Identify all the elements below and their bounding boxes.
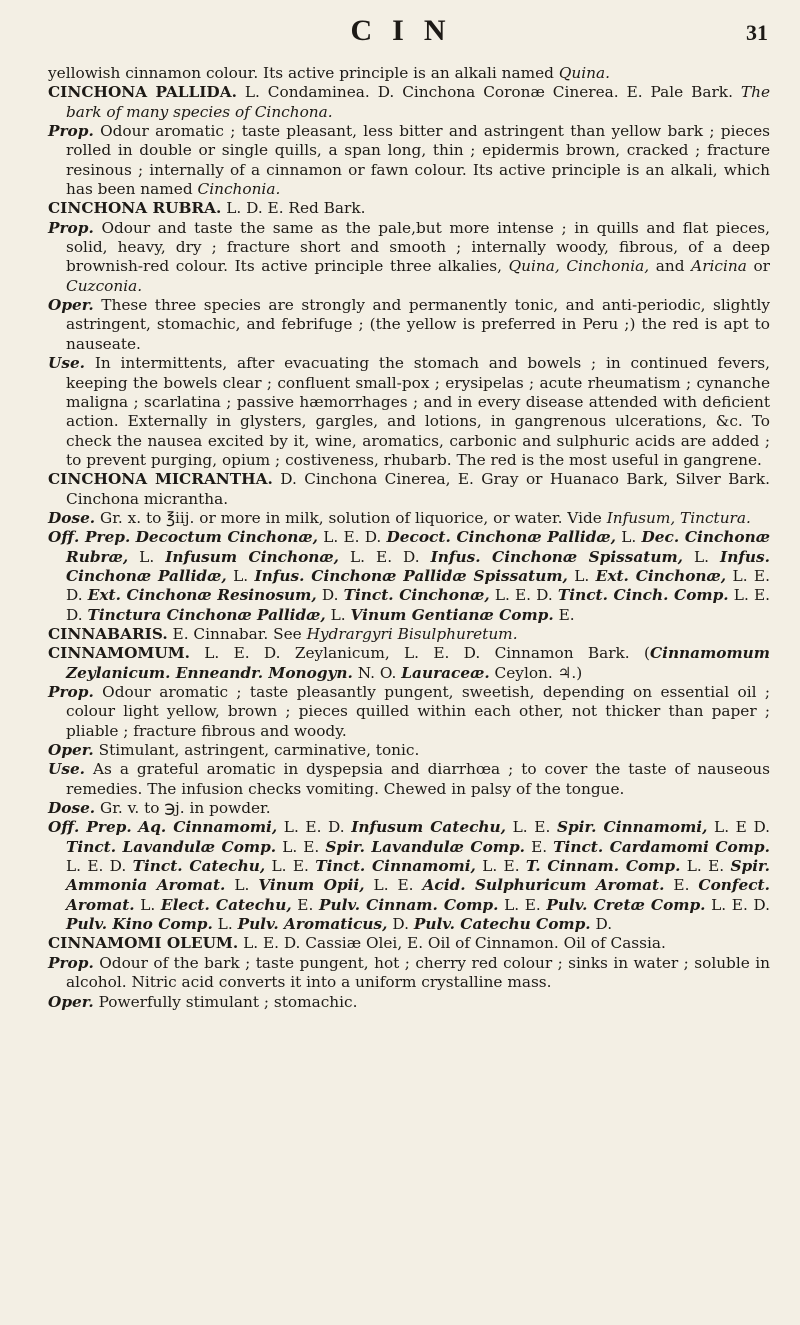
paragraph-use: Use. As a grateful aromatic in dyspepsia and diarrhœa ; to cover the taste of nauseous remedies. The infusion checks vomiting. Chewed in palsy of the tongue.: [48, 760, 770, 798]
entry-cinchona-rubra: CINCHONA RUBRA. L. D. E. Red Bark.: [48, 199, 366, 218]
entry-heading: CINNAMOMUM.: [48, 644, 190, 663]
page-header: [48, 14, 768, 54]
paragraph-prop: Prop. Odour aromatic ; taste pleasant, less bitter and astringent than yellow bark ; pieces rolled in double or single quills, a span long, thin ; epidermis brown, cracked ; fracture resinous ; internally of a cinnamon or fawn colour. Its active principle is an alkali, which has been named Cinchonia.: [48, 122, 770, 199]
paragraph-prop: Prop. Odour aromatic ; taste pleasantly pungent, sweetish, depending on essential oil ; colour light yellow, brown ; pieces quilled within each other, not thicker than paper ; pliable ; fracture fibrous and woody.: [48, 683, 770, 740]
entry-cinchona-pallida: CINCHONA PALLIDA. L. Condaminea. D. Cinchona Coronæ Cinerea. E. Pale Bark. The bark of many species of Cinchona.: [48, 83, 770, 121]
entry-heading: CINCHONA MICRANTHA.: [48, 470, 273, 489]
entry-heading: CINCHONA PALLIDA.: [48, 83, 237, 102]
entry-cinchona-micrantha: CINCHONA MICRANTHA. D. Cinchona Cinerea, E. Gray or Huanaco Bark, Silver Bark. Cinchona micrantha.: [48, 470, 770, 508]
paragraph-quina: yellowish cinnamon colour. Its active principle is an alkali named Quina.: [48, 64, 610, 82]
running-head: CIN: [350, 14, 466, 47]
entry-cinnabaris: CINNABARIS. E. Cinnabar. See Hydrargyri Bisulphuretum.: [48, 624, 518, 643]
entry-heading: CINCHONA RUBRA.: [48, 199, 222, 218]
entry-heading: CINNAMOMI OLEUM.: [48, 934, 239, 953]
page-number: 31: [746, 20, 768, 45]
paragraph-off-prep: Off. Prep. Aq. Cinnamomi, L. E. D. Infusum Catechu, L. E. Spir. Cinnamomi, L. E D. Tinct. Lavandulæ Comp. L. E. Spir. Lavandulæ Comp. E. Tinct. Cardamomi Comp. L. E. D. Tinct. Catechu, L. E. Tinct. Cinnamomi, L. E. T. Cinnam. Comp. L. E. Spir. Ammonia Aromat. L. Vinum Opii, L. E. Acid. Sulphuricum Aromat. E. Confect. Aromat. L. Elect. Catechu, E. Pulv. Cinnam. Comp. L. E. Pulv. Cretæ Comp. L. E. D. Pulv. Kino Comp. L. Pulv. Aromaticus, D. Pulv. Catechu Comp. D.: [48, 818, 771, 934]
paragraph-off-prep: Off. Prep. Decoctum Cinchonæ, L. E. D. Decoct. Cinchonæ Pallidæ, L. Dec. Cinchonæ Rubræ, L. Infusum Cinchonæ, L. E. D. Infus. Cinchonæ Spissatum, L. Infus. Cinchonæ Pallidæ, L. Infus. Cinchonæ Pallidæ Spissatum, L. Ext. Cinchonæ, L. E. D. Ext. Cinchonæ Resinosum, D. Tinct. Cinchonæ, L. E. D. Tinct. Cinch. Comp. L. E. D. Tinctura Cinchonæ Pallidæ, L. Vinum Gentianæ Comp. E.: [48, 528, 770, 624]
paragraph-oper: Oper. Stimulant, astringent, carminative, tonic.: [48, 741, 420, 760]
entry-cinnamomum: CINNAMOMUM. L. E. D. Zeylanicum, L. E. D. Cinnamon Bark. (Cinnamomum Zeylanicum. Enneandr. Monogyn. N. O. Lauraceæ. Ceylon. ♃.): [48, 644, 770, 682]
entry-cinnamomi-oleum: CINNAMOMI OLEUM. L. E. D. Cassiæ Olei, E. Oil of Cinnamon. Oil of Cassia.: [48, 934, 666, 953]
paragraph-use: Use. In intermittents, after evacuating the stomach and bowels ; in continued fevers, keeping the bowels clear ; confluent small-pox ; erysipelas ; acute rheumatism ; cynanche maligna ; scarlatina ; passive hæmorrhages ; and in every disease attended with deficient action. Externally in glysters, gargles, and lotions, in gangrenous ulcerations, &c. To check the nausea excited by it, wine, aromatics, carbonic and sulphuric acids are added ; to prevent purging, opium ; costiveness, rhubarb. The red is the most useful in gangrene.: [48, 354, 770, 469]
paragraph-prop: Prop. Odour and taste the same as the pale,but more intense ; in quills and flat pieces, solid, heavy, dry ; fracture short and smooth ; internally woody, fibrous, of a deep brownish-red colour. Its active principle three alkalies, Quina, Cinchonia, and Aricina or Cuzconia.: [48, 218, 770, 295]
paragraph-prop: Prop. Odour of the bark ; taste pungent, hot ; cherry red colour ; sinks in water ; soluble in alcohol. Nitric acid converts it into a uniform crystalline mass.: [48, 953, 770, 992]
paragraph-oper: Oper. These three species are strongly and permanently tonic, and anti-periodic, slightly astringent, stomachic, and febrifuge ; (the yellow is preferred in Peru ;) the red is apt to nauseate.: [48, 296, 770, 353]
paragraph-dose: Dose. Gr. v. to ℈j. in powder.: [48, 799, 271, 818]
entry-heading: CINNABARIS.: [48, 624, 168, 643]
page-body: [48, 64, 770, 1012]
paragraph-oper: Oper. Powerfully stimulant ; stomachic.: [48, 992, 358, 1011]
paragraph-dose: Dose. Gr. x. to ℥iij. or more in milk, solution of liquorice, or water. Vide Infusum, Tinctura.: [48, 508, 751, 527]
